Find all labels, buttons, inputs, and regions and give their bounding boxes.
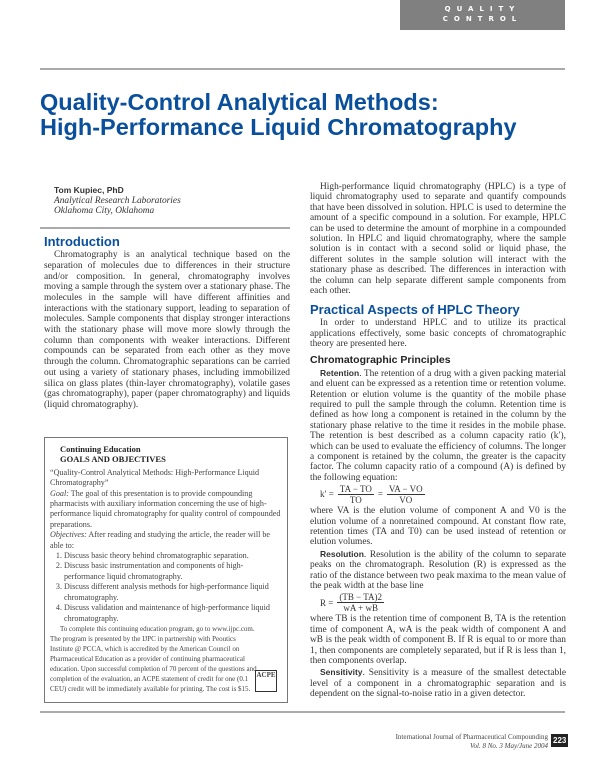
intro-paragraph-2: High-performance liquid chromatography (HPLC) is a type of liquid chromatography used to separate and quantify compounds that have been dissolved in solution. HPLC is used to determine the amount of a specific compound in a solution. For example, HPLC can be used to determine the amount of morphine in a compounded solution. In HPLC and liquid chromatography, where the sample solution is in contact with a second solid or liquid phase, the different solutes in the sample solution will interact with the stationary phase as described. The differences in interaction with the column can help separate different sample components from each other. <box>310 182 566 297</box>
list-item: 3. Discuss different analysis methods for high-performance liquid chromatography. <box>64 582 282 603</box>
retention-paragraph <box>310 368 566 483</box>
denominator: TO <box>349 495 362 506</box>
fraction <box>338 484 374 505</box>
ce-box <box>44 437 288 703</box>
author-name: Tom Kupiec, PhD <box>54 185 124 195</box>
ce-label: Continuing Education <box>60 444 141 454</box>
numerator: VA − VO <box>388 484 423 495</box>
equals: = <box>377 489 383 500</box>
goal-text: The goal of this presentation is to provide compounding pharmacists with auxiliary information concerning the use of high-performance liquid chromatography for quality control of compounded preparations. <box>50 488 281 529</box>
section-tag-line1: QUALITY <box>444 5 521 13</box>
fraction <box>337 592 384 613</box>
goal-label: Goal: <box>50 488 69 498</box>
page-number: 223 <box>553 736 567 745</box>
footer <box>396 733 548 751</box>
numerator: (TB − TA)2 <box>339 592 383 603</box>
ce-article-title: “Quality-Control Analytical Methods: High-Performance Liquid Chromatography” <box>50 467 260 488</box>
divider <box>40 711 565 713</box>
ce-fine-print: To complete this continuing education program, go to www.ijpc.com. The program is presented by the IJPC in partnership with Peoutics Institute @ PCCA, which is accredited by the American Council on Pharmaceutical Education as a provider of continuing pharmaceutical education. Upon successful completion of 70 percent of the questions and completion of the evaluation, an ACPE statement of credit for one (0.1 CEU) credit will be immediately available for printing. The cost is $15. <box>50 624 257 693</box>
retention-label: Retention <box>320 367 360 378</box>
section-tag <box>400 0 565 30</box>
author-location: Oklahoma City, Oklahoma <box>54 206 155 217</box>
title-line1: Quality-Control Analytical Methods: <box>40 89 439 115</box>
issue-info: Vol. 8 No. 3 May/June 2004 <box>470 742 548 750</box>
resolution-equation <box>320 592 566 613</box>
resolution-label: Resolution <box>320 548 364 559</box>
intro-paragraph: Chromatography is an analytical technique based on the separation of molecules due to differences in their structure and/or composition. In general, chromatography involves moving a sample through the system over a stationary phase. The molecules in the sample will have different affinities and interactions with the stationary support, leading to separation of molecules. Sample components that display stronger interactions with the stationary phase will move more slowly through the column than components with weaker interactions. Different compounds can be separated from each other as they move through the column. Chromatographic separations can be carried out using a variety of stationary phases, including immobilized silica on glass plates (thin-layer chromatography), volatile gases (gas chromatography), paper (paper chromatography) and liquids (liquid chromatography). <box>44 250 290 410</box>
sensitivity-paragraph <box>310 667 566 699</box>
divider <box>40 68 565 70</box>
numerator: TA − TO <box>339 484 372 495</box>
right-column <box>310 182 566 700</box>
title-line2: High-Performance Liquid Chromatography <box>40 114 517 140</box>
section-tag-line2: CONTROL <box>442 15 523 23</box>
acpe-logo: ACPE <box>255 670 277 692</box>
objectives-text: After reading and studying the article, the reader will be able to: <box>50 530 271 550</box>
divider <box>40 227 290 229</box>
journal-name: International Journal of Pharmaceutical Compounding <box>395 733 548 741</box>
ce-objectives <box>50 530 282 551</box>
practical-heading: Practical Aspects of HPLC Theory <box>310 302 520 318</box>
list-item: 2. Discuss basic instrumentation and components of high-performance liquid chromatography. <box>64 561 282 582</box>
practical-paragraph: In order to understand HPLC and to utilize its practical applications effectively, some basic concepts of chromatographic theory are presented here. <box>310 318 566 350</box>
eq-lhs: k′ = <box>320 489 334 500</box>
ce-heading: GOALS AND OBJECTIVES <box>60 454 166 465</box>
retention-text: . The retention of a drug with a given packing material and eluent can be expressed as a retention time or retention volume. Retention or elution volume is the quantity of the mobile phase required to pull the sample through the column. Retention time is defined as how long a component is retained in the column by the stationary phase relative to the time it resides in the mobile phase. The retention is best described as a column capacity ratio (k′), which can be used to evaluate the efficiency of columns. The longer a component is retained by the column, the greater is the capacity factor. The column capacity ratio of a compound (A) is defined by the following equation: <box>310 368 566 483</box>
page-title <box>40 90 570 140</box>
intro-heading: Introduction <box>44 234 120 250</box>
retention-after: where VA is the elution volume of component A and V0 is the elution volume of a nonretained compound. At constant flow rate, retention times (TA and T0) can be used instead of retention or elution volumes. <box>310 506 566 548</box>
denominator: VO <box>399 495 413 506</box>
author-affiliation: Analytical Research Laboratories <box>54 195 181 206</box>
ce-goal <box>50 489 282 531</box>
resolution-text: . Resolution is the ability of the column to separate peaks on the chromatograph. Resolution (R) is expressed as the ratio of the distance between two peak maxima to the mean value of the peak width at the base line <box>310 549 566 591</box>
objectives-list <box>50 551 282 624</box>
capacity-equation <box>320 484 566 505</box>
list-item: 4. Discuss validation and maintenance of high-performance liquid chromatography. <box>64 603 282 624</box>
sensitivity-text: . Sensitivity is a measure of the smallest detectable level of a component in a chromatographic separation and is dependent on the signal-to-noise ratio in a given detector. <box>310 668 566 700</box>
sensitivity-label: Sensitivity <box>320 667 363 678</box>
resolution-after: where TB is the retention time of component B, TA is the retention time of component A, wA is the peak width of component A and wB is the peak width of component B. If R is equal to or more than 1, then components are completely separated, but if R is less than 1, then components overlap. <box>310 614 566 667</box>
left-column <box>44 185 290 411</box>
denominator: wA + wB <box>343 603 378 614</box>
principles-heading: Chromatographic Principles <box>310 353 451 366</box>
list-item: 1. Discuss basic theory behind chromatographic separation. <box>64 551 282 561</box>
fraction <box>387 484 425 505</box>
resolution-paragraph <box>310 549 566 592</box>
eq-lhs: R = <box>320 597 334 608</box>
objectives-label: Objectives: <box>50 530 87 540</box>
